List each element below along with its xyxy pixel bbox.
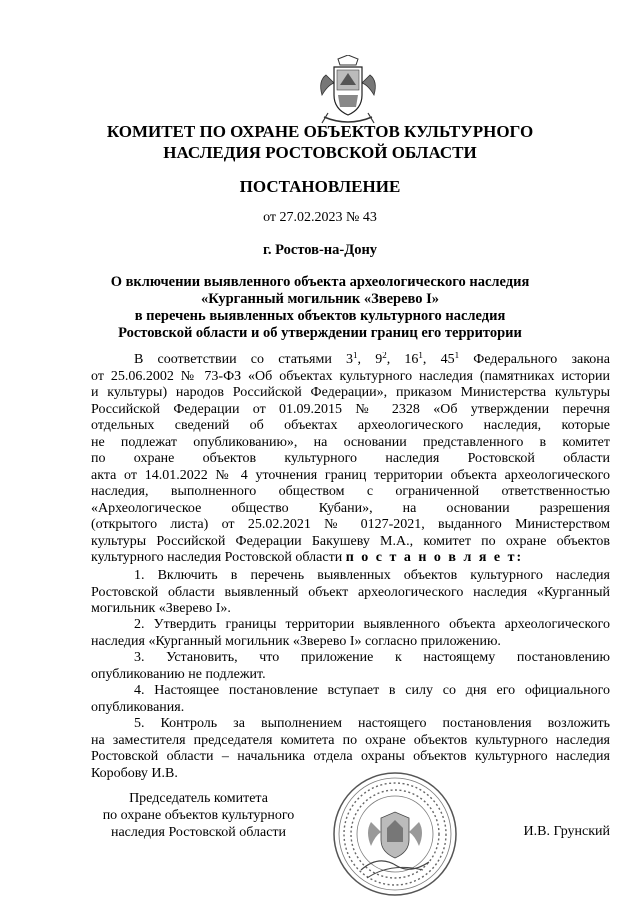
resolution-item-1 <box>91 568 610 618</box>
signatory-name: И.В. Грунский <box>523 824 610 839</box>
document-title-line-4: Ростовской области и об утверждении границ его территории <box>118 325 522 341</box>
resolves-keyword: п о с т а н о в л я е т: <box>345 550 524 565</box>
preamble-line: Российской Федерации от 01.09.2015 № 2328 «Об утверждении перечня <box>91 401 610 417</box>
preamble-line: по охране объектов культурного наследия Ростовской области <box>91 451 610 466</box>
preamble-line: от 25.06.2002 № 73-ФЗ «Об объектах культурного наследия (памятниках истории <box>91 368 610 384</box>
signatory-position-line-3: наследия Ростовской области <box>110 825 287 840</box>
preamble-line: акта от 14.01.2022 № 4 уточнения границ территории объекта археологического <box>91 467 610 483</box>
item-line: опубликования. <box>91 699 185 715</box>
item-line: на заместителя председателя комитета по охране объектов культурного наследия <box>91 732 610 748</box>
item-line: опубликованию не подлежит. <box>91 666 266 682</box>
preamble-line: наследия, выполненного обществом с ограниченной ответственностью <box>91 484 610 499</box>
document-date-number: от 27.02.2023 № 43 <box>263 210 377 225</box>
item-line: могильник «Зверево I». <box>91 601 231 616</box>
item-line: 1. Включить в перечень выявленных объектов культурного наследия <box>134 568 610 583</box>
preamble-line: культуры Российской Федерации Бакушеву М.А., комитет по охране объектов <box>91 533 610 549</box>
resolution-item-4 <box>91 683 610 716</box>
item-line: 2. Утвердить границы территории выявленного объекта археологического <box>134 617 610 632</box>
signatory-position <box>91 790 306 841</box>
signatory-position-line-2: по охране объектов культурного <box>102 808 295 823</box>
document-title-line-2: «Курганный могильник «Зверево I» <box>200 291 440 307</box>
document-type: ПОСТАНОВЛЕНИЕ <box>239 177 401 196</box>
item-line: Коробову И.В. <box>91 765 178 781</box>
preamble-line: и культуры) народов Российской Федерации», приказом Министерства культуры <box>91 385 610 400</box>
document-title-line-3: в перечень выявленных объектов культурного наследия <box>134 308 506 324</box>
official-seal <box>331 770 459 898</box>
preamble-paragraph <box>91 352 610 567</box>
item-line: 4. Настоящее постановление вступает в силу со дня его официального <box>134 683 610 698</box>
preamble-line: отдельных сведений об объектах археологического наследия, которые <box>91 418 610 433</box>
item-line: наследия «Курганный могильник «Зверево I» согласно приложению. <box>91 633 501 649</box>
preamble-line: (открытого листа) от 25.02.2021 № 0127-2021, выданного Министерством <box>91 517 610 532</box>
item-line: Ростовской области выявленный объект археологического наследия «Курганный <box>91 584 610 600</box>
signatory-position-line-1: Председатель комитета <box>129 791 268 806</box>
preamble-line: культурного наследия Ростовской области п о с т а н о в л я е т: <box>91 550 524 565</box>
document-title-line-1: О включении выявленного объекта археологического наследия <box>110 274 530 290</box>
document-city: г. Ростов-на-Дону <box>262 242 378 258</box>
organization-name-line-2: НАСЛЕДИЯ РОСТОВСКОЙ ОБЛАСТИ <box>163 143 477 162</box>
preamble-line: «Археологическое общество Кубани», на основании разрешения <box>91 500 610 516</box>
resolution-item-2 <box>91 617 610 650</box>
coat-of-arms-emblem <box>316 55 380 125</box>
item-line: Ростовской области – начальника отдела охраны объектов культурного наследия <box>91 749 610 764</box>
organization-name-line-1: КОМИТЕТ ПО ОХРАНЕ ОБЪЕКТОВ КУЛЬТУРНОГО <box>106 122 534 141</box>
preamble-line: В соответствии со статьями $3^1$, $9^2$, $16^1$, $45^1$ Федерального закона <box>134 352 610 367</box>
item-line: 3. Установить, что приложение к настоящему постановлению <box>134 650 610 665</box>
resolution-item-3 <box>91 650 610 683</box>
preamble-line: не подлежат опубликованию», на основании представленного в комитет <box>91 434 610 450</box>
item-line: 5. Контроль за выполнением настоящего постановления возложить <box>134 716 610 731</box>
